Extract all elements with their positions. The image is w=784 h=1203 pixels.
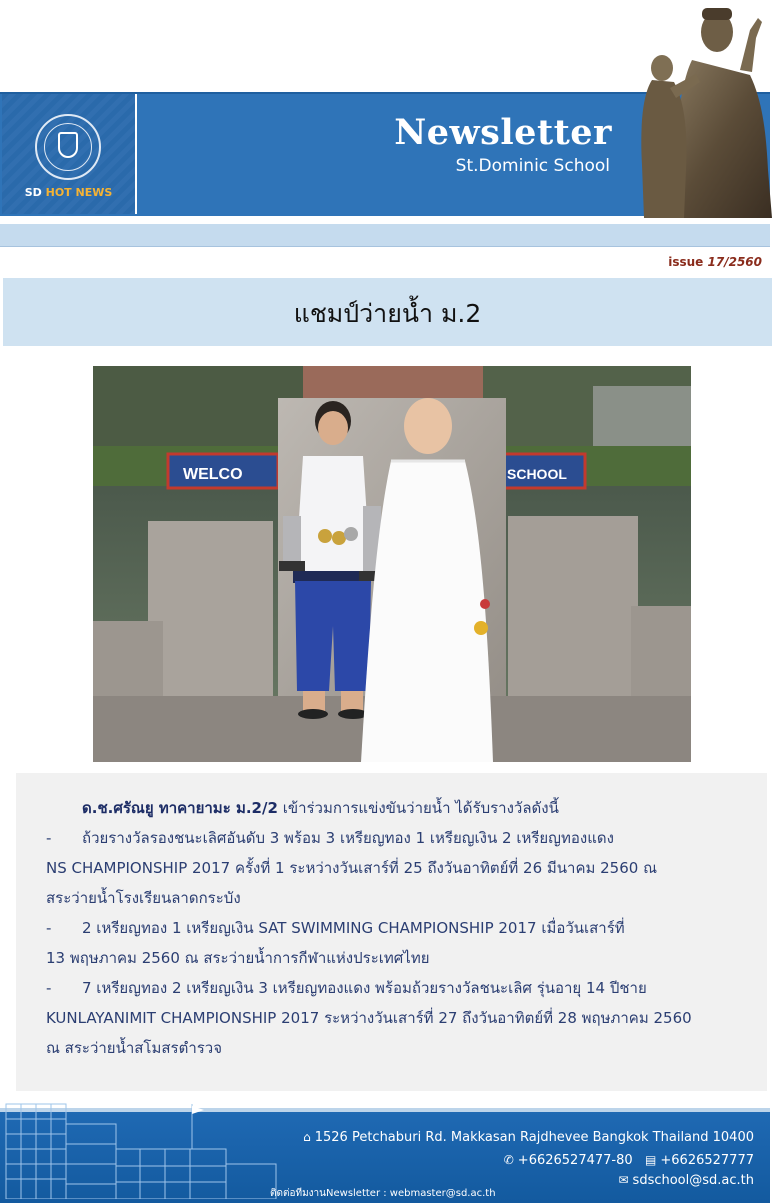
article-body bbox=[46, 793, 726, 1063]
logo-tag-sd: SD bbox=[24, 186, 42, 199]
award-item-2-line-1: - 2 เหรียญทอง 1 เหรียญเงิน SAT SWIMMING CHAMPIONSHIP 2017 เมื่อวันเสาร์ที่ bbox=[46, 913, 726, 943]
award-item-2-line-2: 13 พฤษภาคม 2560 ณ สระว่ายน้ำการกีฬาแห่งประเทศไทย bbox=[46, 949, 430, 967]
award-item-1-line-1: - ถ้วยรางวัลรองชนะเลิศอันดับ 3 พร้อม 3 เหรียญทอง 1 เหรียญเงิน 2 เหรียญทองแดง bbox=[46, 823, 726, 853]
newsletter-subtitle: St.Dominic School bbox=[455, 156, 610, 176]
award-item-3-line-2: KUNLAYANIMIT CHAMPIONSHIP 2017 ระหว่างวันเสาร์ที่ 27 ถึงวันอาทิตย์ที่ 28 พฤษภาคม 2560 bbox=[46, 1009, 692, 1027]
mail-icon: ✉ bbox=[618, 1173, 629, 1187]
newsletter-title: Newsletter bbox=[394, 112, 612, 153]
statue-image bbox=[622, 0, 784, 218]
home-icon: ⌂ bbox=[303, 1130, 311, 1144]
award-item-1-line-2: NS CHAMPIONSHIP 2017 ครั้งที่ 1 ระหว่างวันเสาร์ที่ 25 ถึงวันอาทิตย์ที่ 26 มีนาคม 2560 ณ bbox=[46, 859, 658, 877]
bullet-dash: - bbox=[46, 829, 52, 847]
footer-fax: +6626527777 bbox=[660, 1153, 754, 1168]
logo-tag bbox=[2, 186, 135, 199]
logo-tag-hot-news: HOT NEWS bbox=[45, 186, 113, 199]
school-shield-icon bbox=[58, 132, 78, 158]
footer-contact[interactable]: ติดต่อทีมงานNewsletter : webmaster@sd.ac.th bbox=[270, 1188, 496, 1199]
header-underbar bbox=[0, 224, 770, 247]
student-name: ด.ช.ศรัณยู ทาคายามะ ม.2/2 bbox=[82, 799, 278, 817]
photo-banner-left: WELCO bbox=[183, 466, 243, 483]
photo-banner-right: SCHOOL bbox=[507, 466, 567, 482]
footer-phone-fax bbox=[504, 1153, 754, 1168]
award-item-1-line-3: สระว่ายน้ำโรงเรียนลาดกระบัง bbox=[46, 889, 241, 907]
fax-icon: ▤ bbox=[645, 1153, 657, 1167]
bullet-dash: - bbox=[46, 919, 52, 937]
article-intro bbox=[46, 793, 726, 823]
award-item-3-line-1: - 7 เหรียญทอง 2 เหรียญเงิน 3 เหรียญทองแดง พร้อมถ้วยรางวัลชนะเลิศ รุ่นอายุ 14 ปีชาย bbox=[46, 973, 726, 1003]
issue-number bbox=[668, 255, 762, 269]
footer-phone: +6626527477-80 bbox=[517, 1153, 633, 1168]
footer-email[interactable]: ✉ sdschool@sd.ac.th bbox=[618, 1173, 754, 1188]
award-item-3-line-3: ณ สระว่ายน้ำสโมสรตำรวจ bbox=[46, 1039, 223, 1057]
issue-value: 17/2560 bbox=[707, 255, 762, 269]
footer-address: ⌂ 1526 Petchaburi Rd. Makkasan Rajdhevee Bangkok Thailand 10400 bbox=[303, 1130, 754, 1145]
school-building-illustration bbox=[0, 1094, 290, 1199]
issue-label: issue bbox=[668, 255, 704, 269]
award-photo bbox=[93, 366, 691, 762]
bullet-dash: - bbox=[46, 979, 52, 997]
article-title: แชมป์ว่ายน้ำ ม.2 bbox=[293, 299, 482, 328]
intro-text: เข้าร่วมการแข่งขันว่ายน้ำ ได้รับรางวัลดังนี้ bbox=[277, 799, 559, 817]
phone-icon: ✆ bbox=[503, 1153, 514, 1167]
